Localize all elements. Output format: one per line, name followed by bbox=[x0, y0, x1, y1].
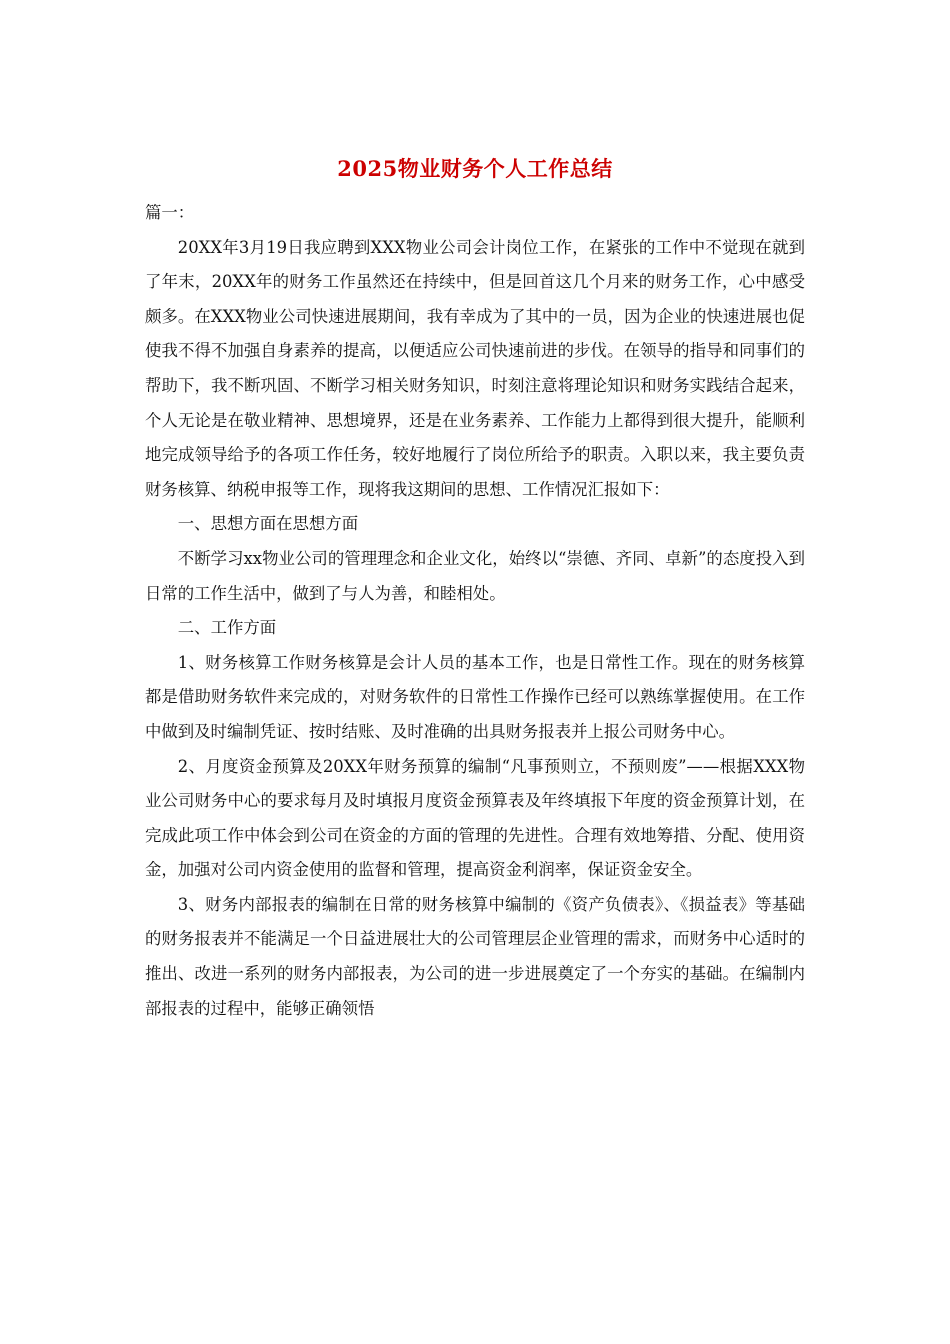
paragraph-work-3: 3、财务内部报表的编制在日常的财务核算中编制的《资产负债表》、《损益表》等基础的财务报表并不能满足一个日益进展壮大的公司管理层企业管理的需求，而财务中心适时的推出、改进一系列的财务内部报表，为公司的进一步进展奠定了一个夯实的基础。在编制内部报表的过程中，能够正确领悟 bbox=[145, 894, 805, 1018]
paragraph-work-2: 2、月度资金预算及20XX年财务预算的编制“凡事预则立，不预则废”——根据XXX物业公司财务中心的要求每月及时填报月度资金预算表及年终填报下年度的资金预算计划，在完成此项工作中体会到公司在资金的方面的管理的先进性。合理有效地筹措、分配、使用资金，加强对公司内资金使用的监督和管理，提高资金利润率，保证资金安全。 bbox=[145, 756, 805, 880]
heading-work: 二、工作方面 bbox=[177, 618, 277, 638]
heading-thought: 一、思想方面在思想方面 bbox=[177, 514, 359, 534]
paragraph-work-1: 1、财务核算工作财务核算是会计人员的基本工作，也是日常性工作。现在的财务核算都是借助财务软件来完成的，对财务软件的日常性工作操作已经可以熟练掌握使用。在工作中做到及时编制凭证、按时结账、及时准确的出具财务报表并上报公司财务中心。 bbox=[145, 652, 805, 741]
paragraph-intro: 20XX年3月19日我应聘到XXX物业公司会计岗位工作，在紧张的工作中不觉现在就到了年末，20XX年的财务工作虽然还在持续中，但是回首这几个月来的财务工作，心中感受颇多。在XXX物业公司快速进展期间，我有幸成为了其中的一员，因为企业的快速进展也促使我不得不加强自身素养的提高，以便适应公司快速前进的步伐。在领导的指导和同事们的帮助下，我不断巩固、不断学习相关财务知识，时刻注意将理论知识和财务实践结合起来，个人无论是在敬业精神、思想境界，还是在业务素养、工作能力上都得到很大提升，能顺利地完成领导给予的各项工作任务，较好地履行了岗位所给予的职责。入职以来，我主要负责财务核算、纳税申报等工作，现将我这期间的思想、工作情况汇报如下： bbox=[145, 237, 805, 499]
paragraph-thought: 不断学习xx物业公司的管理理念和企业文化，始终以“崇德、齐同、卓新”的态度投入到日常的工作生活中，做到了与人为善，和睦相处。 bbox=[145, 548, 805, 603]
section-label: 篇一： bbox=[145, 203, 195, 222]
document-title: 2025物业财务个人工作总结 bbox=[337, 156, 613, 181]
document-body bbox=[145, 196, 805, 1026]
